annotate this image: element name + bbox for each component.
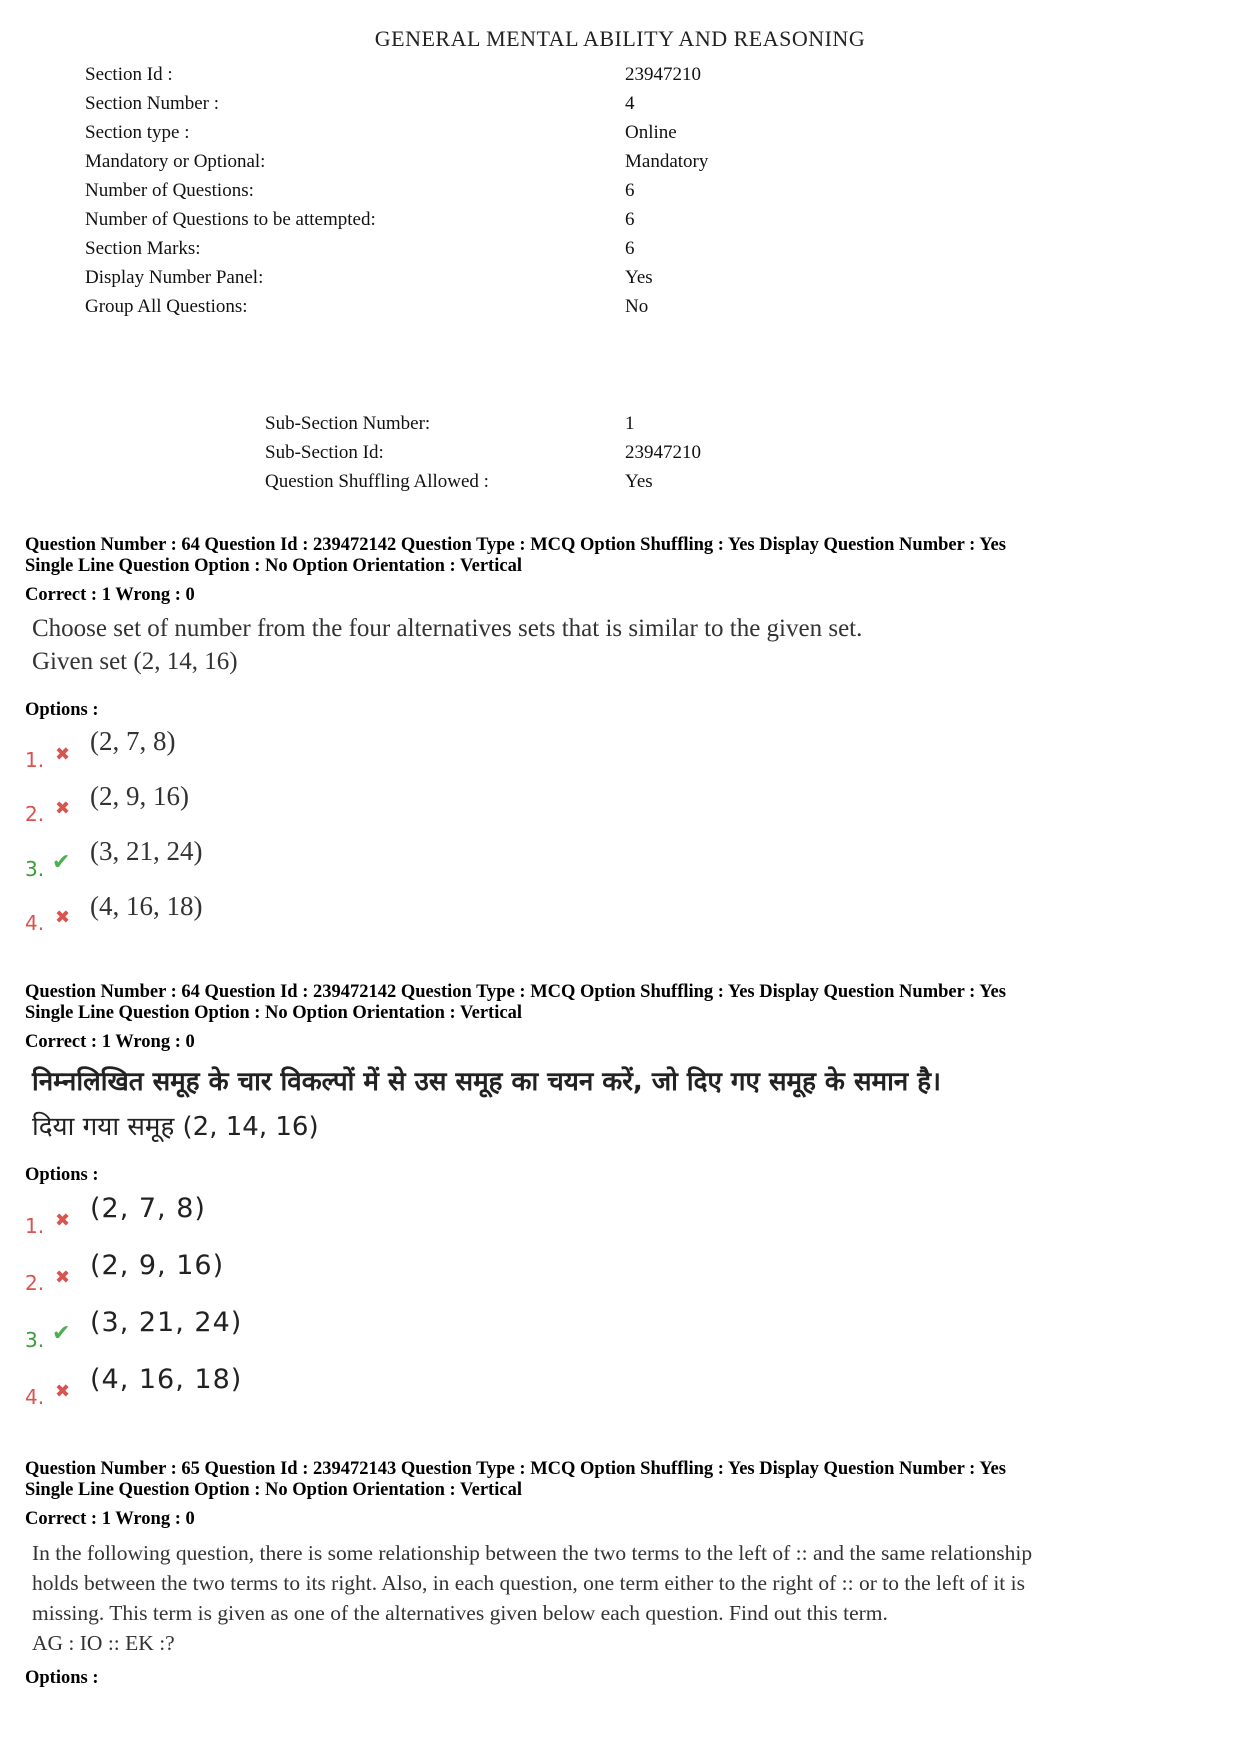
question-text-line: AG : IO :: EK :? [32, 1631, 175, 1655]
info-value-mandatory: Mandatory [625, 151, 709, 172]
question-header [25, 982, 1006, 1024]
info-value-to-attempt: 6 [625, 209, 635, 230]
cross-icon: ✖ [55, 907, 71, 928]
option-number: 1. [25, 748, 45, 772]
option-text: (3, 21, 24) [90, 836, 203, 866]
options-label: Options : [25, 700, 99, 720]
question-header [25, 535, 1006, 577]
subinfo-label-id: Sub-Section Id: [265, 442, 384, 463]
question-header-line2: Single Line Question Option : No Option Orientation : Vertical [25, 556, 522, 576]
question-text-line: In the following question, there is some relationship between the two terms to the left of :: and the same relationship [32, 1541, 1033, 1565]
check-icon: ✔ [52, 1321, 71, 1346]
page-title: GENERAL MENTAL ABILITY AND REASONING [374, 26, 866, 51]
info-label-num-questions: Number of Questions: [85, 180, 254, 201]
info-value-section-marks: 6 [625, 238, 635, 259]
info-value-num-questions: 6 [625, 180, 635, 201]
cross-icon: ✖ [55, 1381, 71, 1402]
question-text-line: दिया गया समूह (2, 14, 16) [32, 1112, 319, 1142]
question-header [25, 1459, 1006, 1501]
question-header-line2: Single Line Question Option : No Option Orientation : Vertical [25, 1480, 522, 1500]
question-text [32, 1538, 1032, 1658]
option-number: 3. [25, 857, 45, 881]
option-number: 4. [25, 1385, 45, 1409]
info-value-group-all: No [625, 296, 649, 317]
option-text: (2, 7, 8) [90, 726, 176, 756]
cross-icon: ✖ [55, 1210, 71, 1231]
info-label-section-marks: Section Marks: [85, 238, 201, 259]
option-number: 1. [25, 1214, 45, 1238]
info-label-group-all: Group All Questions: [85, 296, 248, 317]
option-text: (4, 16, 18) [90, 891, 203, 921]
question-marks: Correct : 1 Wrong : 0 [25, 1032, 195, 1052]
option-number: 2. [25, 802, 45, 826]
subinfo-value-number: 1 [625, 413, 635, 434]
info-label-to-attempt: Number of Questions to be attempted: [85, 209, 376, 230]
cross-icon: ✖ [55, 744, 71, 765]
check-icon: ✔ [52, 850, 71, 875]
info-value-display-panel: Yes [625, 267, 653, 288]
question-header-line1: Question Number : 64 Question Id : 239472142 Question Type : MCQ Option Shuffling : Yes Display Question Number : Yes [25, 982, 1006, 1002]
question-header-line1: Question Number : 64 Question Id : 239472142 Question Type : MCQ Option Shuffling : Yes Display Question Number : Yes [25, 535, 1006, 555]
question-text-line: Choose set of number from the four alternatives sets that is similar to the given set. [32, 615, 863, 642]
option-number: 2. [25, 1271, 45, 1295]
info-label-section-id: Section Id : [85, 64, 173, 85]
cross-icon: ✖ [55, 798, 71, 819]
info-label-section-number: Section Number : [85, 93, 220, 114]
question-text-line: missing. This term is given as one of the alternatives given below each question. Find out this term. [32, 1601, 888, 1625]
options-label: Options : [25, 1668, 99, 1688]
question-header-line2: Single Line Question Option : No Option Orientation : Vertical [25, 1003, 522, 1023]
option-number: 3. [25, 1328, 45, 1352]
option-text: (4, 16, 18) [90, 1364, 243, 1395]
info-label-section-type: Section type : [85, 122, 190, 143]
subinfo-value-shuffling: Yes [625, 471, 653, 492]
info-value-section-type: Online [625, 122, 677, 143]
option-text: (2, 9, 16) [90, 1250, 225, 1281]
option-text: (3, 21, 24) [90, 1307, 243, 1338]
option-text: (2, 9, 16) [90, 781, 189, 811]
info-value-section-number: 4 [625, 93, 635, 114]
info-label-display-panel: Display Number Panel: [85, 267, 264, 288]
question-marks: Correct : 1 Wrong : 0 [25, 585, 195, 605]
info-value-section-id: 23947210 [625, 64, 701, 85]
options-label: Options : [25, 1165, 99, 1185]
subinfo-value-id: 23947210 [625, 442, 701, 463]
question-text-line: Given set (2, 14, 16) [32, 648, 238, 675]
question-marks: Correct : 1 Wrong : 0 [25, 1509, 195, 1529]
cross-icon: ✖ [55, 1267, 71, 1288]
subinfo-label-shuffling: Question Shuffling Allowed : [265, 471, 489, 492]
question-header-line1: Question Number : 65 Question Id : 239472143 Question Type : MCQ Option Shuffling : Yes Display Question Number : Yes [25, 1459, 1006, 1479]
question-text-line: holds between the two terms to its right. Also, in each question, one term either to the right of :: or to the left of it is [32, 1571, 1025, 1595]
question-text [32, 612, 862, 678]
subinfo-label-number: Sub-Section Number: [265, 413, 431, 434]
option-number: 4. [25, 911, 45, 935]
info-label-mandatory: Mandatory or Optional: [85, 151, 266, 172]
question-text-line: निम्नलिखित समूह के चार विकल्पों में से उस समूह का चयन करें, जो दिए गए समूह के समान है। [32, 1067, 941, 1097]
option-text: (2, 7, 8) [90, 1193, 206, 1224]
